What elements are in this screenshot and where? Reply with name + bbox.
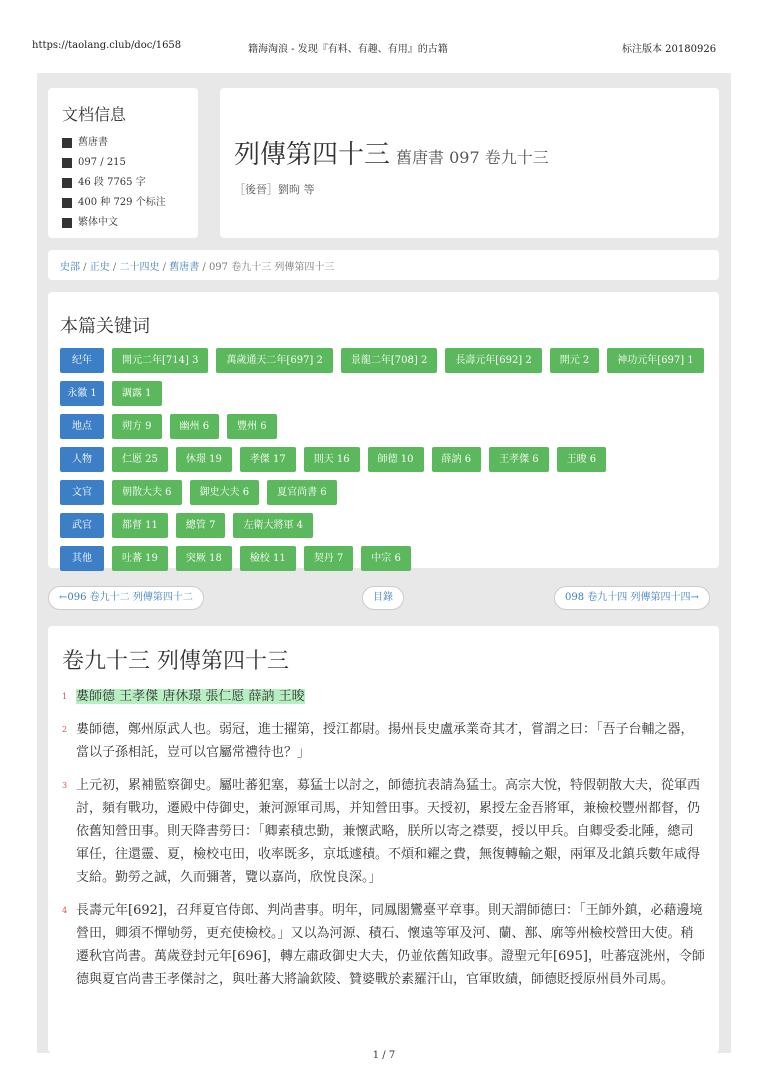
page-number: 1 / 7	[372, 1050, 396, 1061]
keyword-tag[interactable]: 總管 7	[176, 513, 226, 538]
keywords-card	[48, 292, 719, 568]
keyword-tag[interactable]: 吐蕃 19	[112, 546, 168, 571]
keyword-tag[interactable]: 豐州 6	[227, 414, 277, 439]
keyword-row	[60, 480, 707, 505]
tag-icon	[62, 198, 72, 208]
keyword-tag[interactable]: 調露 1	[112, 381, 162, 406]
url[interactable]: https://taolang.club/doc/1658	[32, 40, 182, 51]
keyword-tag[interactable]: 中宗 6	[361, 546, 411, 571]
keyword-tag[interactable]: 神功元年[697] 1	[607, 348, 703, 373]
paragraph-1: 1 婁師德 王孝傑 唐休璟 張仁愿 薛訥 王晙	[62, 689, 305, 704]
info-book: 舊唐書	[78, 137, 108, 148]
doc-title: 列傳第四十三 舊唐書 097 卷九十三	[234, 140, 549, 170]
crumb-0[interactable]: 史部	[60, 262, 80, 273]
book-icon	[62, 138, 72, 148]
breadcrumb: 史部 / 正史 / 二十四史 / 舊唐書 / 097 卷九十三 列傳第四十三	[48, 250, 719, 280]
keyword-tag[interactable]: 都督 11	[112, 513, 168, 538]
paragraph-3: 3 上元初，累補監察御史。屬吐蕃犯塞，募猛士以討之，師德抗表請為猛士。高宗大悅，特假朝散大夫，從軍西討，頻有戰功，遷殿中侍御史，兼河源軍司馬，并知營田事。天授初，累授左金吾將軍，兼檢校豐州都督，仍依舊知營田事。則天降書勞曰：「卿素積忠勤，兼懷武略，朕所以寄之襟要，授以甲兵。自卿受委北陲，總司軍任，往還靈、夏，檢校屯田，收率既多，京坻遽積。不煩和糴之費，無復轉輸之艱，兩軍及北鎮兵數年咸得支給。勤勞之誠，久而彌著，覽以嘉尚，欣悅良深。」	[62, 778, 701, 885]
keyword-category[interactable]: 文官	[60, 480, 104, 505]
keyword-row	[60, 381, 707, 406]
keyword-tag[interactable]: 朝散大夫 6	[112, 480, 182, 505]
paragraph-2: 2 婁師德，鄭州原武人也。弱冠，進士擢第，授江都尉。揚州長史盧承業奇其才，嘗謂之曰：「吾子台輔之器，當以子孫相託，豈可以官屬常禮待也？」	[62, 722, 694, 760]
keyword-tag[interactable]: 長壽元年[692] 2	[445, 348, 541, 373]
doc-subtitle: 舊唐書 097 卷九十三	[396, 148, 549, 167]
grid-icon	[62, 178, 72, 188]
keyword-row	[60, 348, 707, 373]
keyword-tag[interactable]: 契丹 7	[304, 546, 354, 571]
keyword-tag[interactable]: 檢校 11	[240, 546, 296, 571]
info-index: 097 / 215	[78, 157, 126, 168]
keyword-tag[interactable]: 王孝傑 6	[489, 447, 549, 472]
keyword-tag[interactable]: 開元二年[714] 3	[112, 348, 208, 373]
keyword-category[interactable]: 纪年	[60, 348, 104, 373]
keyword-category[interactable]: 永徽 1	[60, 381, 104, 406]
keyword-row	[60, 414, 707, 439]
info-tags: 400 种 729 个标注	[78, 197, 166, 208]
doc-author: ［後晉］劉昫 等	[234, 183, 315, 196]
keyword-tag[interactable]: 孝傑 17	[240, 447, 296, 472]
keyword-row	[60, 546, 707, 571]
print-header	[0, 0, 768, 55]
next-chapter-button[interactable]: 098 卷九十四 列傳第四十四→	[554, 586, 710, 610]
keyword-tag[interactable]: 則天 16	[304, 447, 360, 472]
keyword-tag[interactable]: 休璟 19	[176, 447, 232, 472]
language-icon	[62, 218, 72, 228]
keyword-tag[interactable]: 景龍二年[708] 2	[341, 348, 437, 373]
prev-chapter-button[interactable]: ←096 卷九十二 列傳第四十二	[48, 586, 204, 610]
crumb-current: 097 卷九十三 列傳第四十三	[208, 262, 335, 273]
keyword-tag[interactable]: 萬歲通天二年[697] 2	[216, 348, 332, 373]
keyword-tag[interactable]: 突厥 18	[176, 546, 232, 571]
keyword-tag[interactable]: 師德 10	[368, 447, 424, 472]
keyword-tag[interactable]: 夏官尚書 6	[267, 480, 337, 505]
chapter-heading: 卷九十三 列傳第四十三	[62, 649, 289, 674]
keyword-tag[interactable]: 薛訥 6	[432, 447, 482, 472]
site-title: 籍海淘浪 - 发现『有料、有趣、有用』的古籍	[248, 44, 448, 55]
crumb-2[interactable]: 二十四史	[119, 262, 160, 273]
keyword-tag[interactable]: 左衛大將軍 4	[233, 513, 313, 538]
version: 标注版本 20180926	[622, 44, 717, 55]
doc-info-card	[48, 88, 198, 238]
keyword-category[interactable]: 地点	[60, 414, 104, 439]
keyword-category[interactable]: 人物	[60, 447, 104, 472]
keyword-tag[interactable]: 開元 2	[550, 348, 600, 373]
doc-info-title: 文档信息	[62, 105, 127, 124]
keyword-tag[interactable]: 御史大夫 6	[190, 480, 260, 505]
keyword-row	[60, 447, 707, 472]
list-icon	[62, 158, 72, 168]
paragraph-4: 4 長壽元年[692]，召拜夏官侍郎、判尚書事。明年，同鳳閣鸞臺平章事。則天謂師德曰：「王師外鎮，必藉邊境營田，卿須不憚劬勞，更充使檢校。」又以為河源、積石、懷遠等軍及河、蘭、鄯、廓等州檢校營田大使。稍遷秋官尚書。萬歲登封元年[696]，轉左肅政御史大夫，仍並依舊知政事。證聖元年[695]，吐蕃寇洮州，令師德與夏官尚書王孝傑討之，與吐蕃大將論欽陵、贊婆戰於素羅汗山，官軍敗績，師德貶授原州員外司馬。	[62, 903, 705, 987]
keyword-tag[interactable]: 仁愿 25	[112, 447, 168, 472]
content-card	[48, 626, 719, 1053]
keyword-category[interactable]: 其他	[60, 546, 104, 571]
keyword-tag[interactable]: 幽州 6	[170, 414, 220, 439]
keyword-tag[interactable]: 朔方 9	[112, 414, 162, 439]
crumb-1[interactable]: 正史	[89, 262, 110, 273]
crumb-3[interactable]: 舊唐書	[169, 262, 200, 273]
keyword-tag[interactable]: 王晙 6	[557, 447, 607, 472]
info-count: 46 段 7765 字	[78, 177, 146, 188]
keyword-row	[60, 513, 707, 538]
info-lang: 繁体中文	[78, 217, 118, 228]
toc-button[interactable]: 目錄	[362, 586, 404, 610]
keyword-category[interactable]: 武官	[60, 513, 104, 538]
title-card	[220, 88, 719, 238]
keywords-title: 本篇关键词	[60, 316, 150, 337]
